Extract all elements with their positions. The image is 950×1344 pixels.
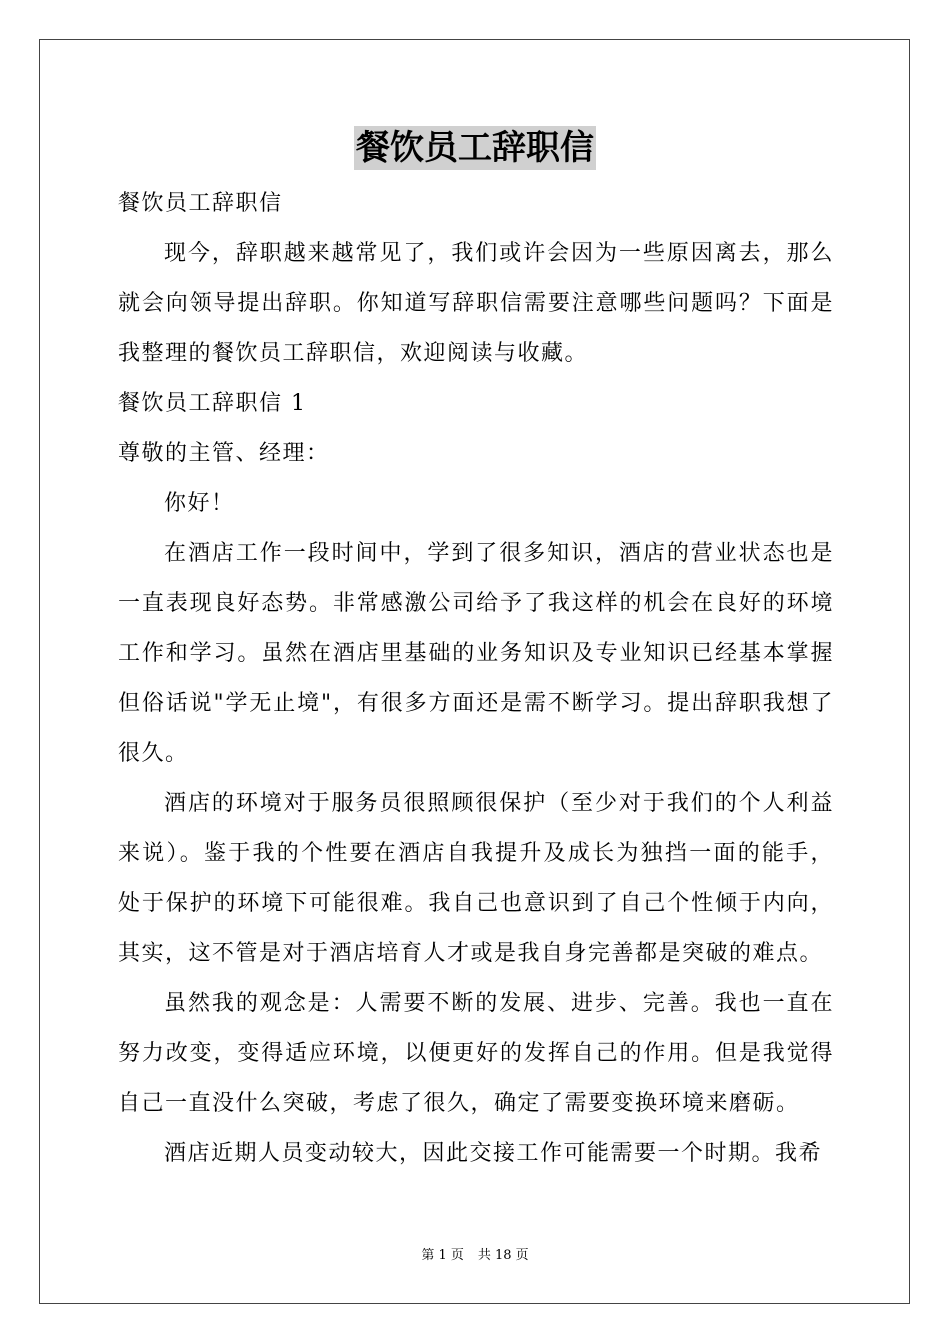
- paragraph: 在酒店工作一段时间中，学到了很多知识，酒店的营业状态也是一直表现良好态势。非常感激公司给予了我这样的机会在良好的环境工作和学习。虽然在酒店里基础的业务知识及专业知识已经基本掌握但俗话说"学无止境"，有很多方面还是需不断学习。提出辞职我想了很久。: [118, 541, 834, 766]
- paragraph: 餐饮员工辞职信: [118, 191, 283, 216]
- paragraph: 酒店的环境对于服务员很照顾很保护（至少对于我们的个人利益来说）。鉴于我的个性要在酒店自我提升及成长为独挡一面的能手，处于保护的环境下可能很难。我自己也意识到了自己个性倾于内向，其实，这不管是对于酒店培育人才或是我自身完善都是突破的难点。: [118, 791, 834, 966]
- page-number: 第 1 页: [421, 1248, 464, 1263]
- paragraph: 尊敬的主管、经理：: [118, 441, 330, 466]
- page-total: 共 18 页: [477, 1248, 529, 1263]
- document-title: 餐饮员工辞职信: [356, 128, 594, 168]
- paragraph: 现今，辞职越来越常见了，我们或许会因为一些原因离去，那么就会向领导提出辞职。你知道写辞职信需要注意哪些问题吗？下面是我整理的餐饮员工辞职信，欢迎阅读与收藏。: [118, 241, 834, 366]
- document-body: [118, 179, 834, 1179]
- paragraph: 酒店近期人员变动较大，因此交接工作可能需要一个时期。我希: [164, 1141, 823, 1166]
- paragraph: 餐饮员工辞职信 1: [118, 391, 307, 416]
- title-area: [0, 126, 950, 170]
- page-footer: [0, 1246, 950, 1266]
- paragraph: 虽然我的观念是：人需要不断的发展、进步、完善。我也一直在努力改变，变得适应环境，以便更好的发挥自己的作用。但是我觉得自己一直没什么突破，考虑了很久，确定了需要变换环境来磨砺。: [118, 991, 834, 1116]
- paragraph: 你好！: [164, 491, 235, 516]
